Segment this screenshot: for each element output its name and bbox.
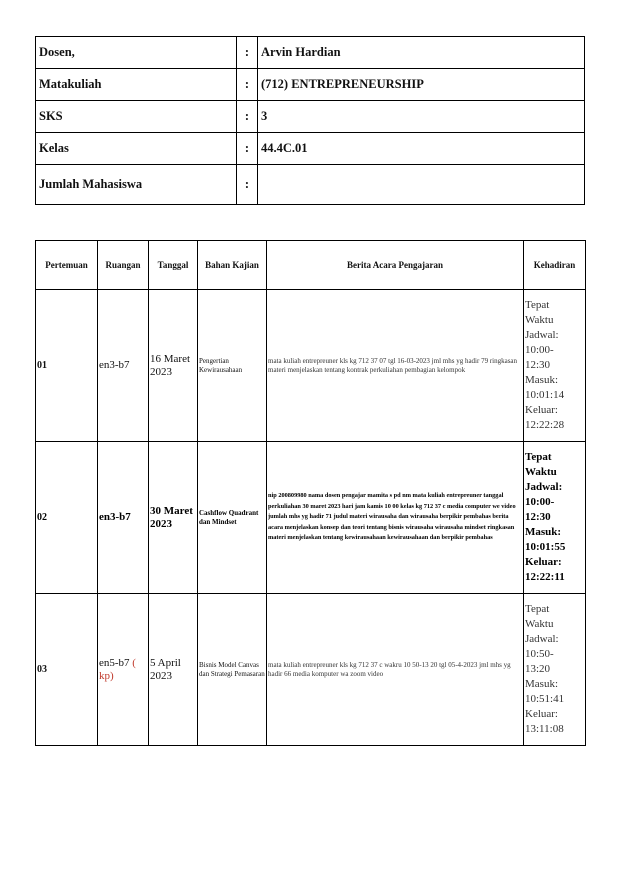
cell-kehadiran xyxy=(524,442,586,594)
att-line: Waktu xyxy=(525,466,557,478)
att-line: 12:22:11 xyxy=(525,571,565,583)
att-line: Jadwal: xyxy=(525,481,563,493)
cell-bahan: Cashflow Quadrant dan Mindset xyxy=(198,442,267,594)
att-line: Masuk: xyxy=(525,526,562,538)
info-colon: : xyxy=(237,37,258,69)
cell-berita: mata kuliah entrepreuner kls kg 712 37 07 tgl 16-03-2023 jml mhs yg hadir 79 ringkasan materi menjelaskan tentang kontrak perkuliahan pembagian kelompok xyxy=(267,290,524,442)
att-line: 10:50- xyxy=(525,648,554,660)
att-line: Jadwal: xyxy=(525,633,559,645)
table-row xyxy=(36,290,586,442)
table-row xyxy=(36,442,586,594)
att-line: 12:30 xyxy=(525,511,551,523)
room-code: en3-b7 xyxy=(99,511,131,523)
info-row-matakuliah xyxy=(36,69,585,101)
info-label: Kelas xyxy=(36,133,237,165)
att-line: 13:20 xyxy=(525,663,551,675)
table-header-row xyxy=(36,241,586,290)
att-line: Jadwal: xyxy=(525,329,559,341)
att-line: 10:01:14 xyxy=(525,389,565,401)
info-value: Arvin Hardian xyxy=(258,37,585,69)
att-line: Keluar: xyxy=(525,708,558,720)
att-line: 12:30 xyxy=(525,359,551,371)
header-pertemuan: Pertemuan xyxy=(36,241,98,290)
cell-berita: mata kuliah entrepreuner kls kg 712 37 c wakru 10 50-13 20 tgl 05-4-2023 jml mhs yg hadir 66 media komputer wa zoom video xyxy=(267,594,524,746)
att-line: 12:22:28 xyxy=(525,419,565,431)
attendance-table xyxy=(35,240,586,746)
att-line: 10:00- xyxy=(525,344,554,356)
att-line: Masuk: xyxy=(525,678,558,690)
course-info-table xyxy=(35,36,585,205)
att-line: Tepat xyxy=(525,299,550,311)
cell-kehadiran xyxy=(524,594,586,746)
info-value xyxy=(258,165,585,205)
info-label: Matakuliah xyxy=(36,69,237,101)
header-bahan: Bahan Kajian xyxy=(198,241,267,290)
room-code: en3-b7 xyxy=(99,359,130,371)
att-line: Masuk: xyxy=(525,374,558,386)
cell-berita: nip 200809980 nama dosen pengajar mamita s pd nm mata kuliah entrepreuner tanggal perkuliahan 30 maret 2023 hari jam kamis 10 00 kelas kg 712 37 c media computer we video jumlah mhs yg hadir 71 judul materi wirausaha dan wirausaha berpikir pembahas berita acara menjelaskan konsep dan teori tentang bisnis wirausaha wirausaha mindset ringkasan materi menjelaskan tentang kewirausahaan kewirausahaan dan berpikir pembahas xyxy=(267,442,524,594)
att-line: Keluar: xyxy=(525,556,562,568)
att-line: 10:51:41 xyxy=(525,693,565,705)
att-line: Keluar: xyxy=(525,404,558,416)
att-line: Waktu xyxy=(525,314,554,326)
info-value: (712) ENTREPRENEURSHIP xyxy=(258,69,585,101)
cell-pertemuan: 01 xyxy=(36,290,98,442)
info-colon: : xyxy=(237,133,258,165)
header-kehadiran: Kehadiran xyxy=(524,241,586,290)
info-row-dosen xyxy=(36,37,585,69)
info-label: Jumlah Mahasiswa xyxy=(36,165,237,205)
cell-ruangan xyxy=(98,442,149,594)
cell-tanggal: 5 April 2023 xyxy=(149,594,198,746)
att-line: Tepat xyxy=(525,603,550,615)
cell-ruangan xyxy=(98,594,149,746)
cell-tanggal: 16 Maret 2023 xyxy=(149,290,198,442)
header-ruangan: Ruangan xyxy=(98,241,149,290)
cell-pertemuan: 03 xyxy=(36,594,98,746)
header-tanggal: Tanggal xyxy=(149,241,198,290)
room-code: en5-b7 xyxy=(99,656,130,669)
att-line: 10:01:55 xyxy=(525,541,566,553)
cell-bahan: Pengertian Kewirausahaan xyxy=(198,290,267,442)
cell-tanggal: 30 Maret 2023 xyxy=(149,442,198,594)
info-colon: : xyxy=(237,69,258,101)
info-label: Dosen, xyxy=(36,37,237,69)
info-colon: : xyxy=(237,165,258,205)
table-row xyxy=(36,594,586,746)
info-label: SKS xyxy=(36,101,237,133)
cell-pertemuan: 02 xyxy=(36,442,98,594)
info-row-sks xyxy=(36,101,585,133)
info-value: 3 xyxy=(258,101,585,133)
att-line: Waktu xyxy=(525,618,554,630)
cell-bahan: Bisnis Model Canvas dan Strategi Pemasaran xyxy=(198,594,267,746)
att-line: 13:11:08 xyxy=(525,723,564,735)
att-line: 10:00- xyxy=(525,496,555,508)
info-value: 44.4C.01 xyxy=(258,133,585,165)
header-berita: Berita Acara Pengajaran xyxy=(267,241,524,290)
att-line: Tepat xyxy=(525,451,552,463)
info-row-kelas xyxy=(36,133,585,165)
info-row-jumlah xyxy=(36,165,585,205)
cell-ruangan xyxy=(98,290,149,442)
info-colon: : xyxy=(237,101,258,133)
room-note: ( kp) xyxy=(99,656,136,682)
cell-kehadiran xyxy=(524,290,586,442)
